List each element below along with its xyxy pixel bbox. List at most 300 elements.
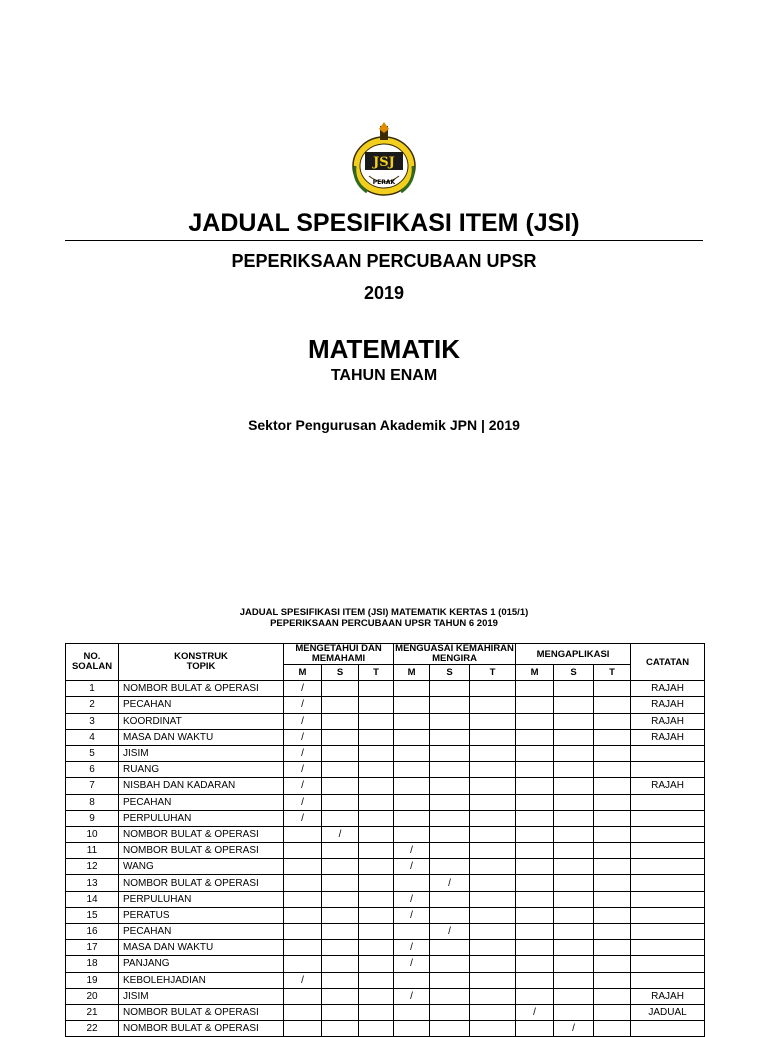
level-cell [554, 891, 594, 907]
level-cell [359, 891, 394, 907]
level-mark: / [284, 713, 322, 729]
level-cell [470, 794, 516, 810]
header-konstruk: KONSTRUK [174, 651, 228, 663]
level-cell [594, 940, 631, 956]
level-cell [594, 778, 631, 794]
level-cell [594, 924, 631, 940]
level-cell [322, 762, 359, 778]
topic-cell: PERATUS [119, 907, 284, 923]
level-mark: / [394, 843, 430, 859]
level-cell [430, 729, 470, 745]
table-row [66, 924, 705, 940]
level-mark: / [284, 745, 322, 761]
level-cell [516, 956, 554, 972]
level-cell [430, 1021, 470, 1037]
level-cell [394, 745, 430, 761]
level-mark: / [284, 762, 322, 778]
level-cell [516, 810, 554, 826]
level-cell [359, 794, 394, 810]
level-cell [594, 972, 631, 988]
level-cell [470, 891, 516, 907]
question-number: 6 [66, 762, 119, 778]
table-row [66, 956, 705, 972]
question-number: 18 [66, 956, 119, 972]
level-cell [470, 762, 516, 778]
header-no: NO. [83, 651, 101, 663]
catatan-cell [631, 891, 705, 907]
level-cell [516, 826, 554, 842]
level-cell [594, 875, 631, 891]
question-number: 8 [66, 794, 119, 810]
level-cell [470, 924, 516, 940]
table-row [66, 988, 705, 1004]
level-cell [322, 713, 359, 729]
level-cell [516, 1021, 554, 1037]
level-cell [470, 972, 516, 988]
logo-caption: PERAK [372, 179, 396, 186]
table-row [66, 729, 705, 745]
header-mengaplikasi: MENGAPLIKASI [516, 644, 631, 665]
level-cell [394, 1021, 430, 1037]
level-cell [594, 956, 631, 972]
table-row [66, 843, 705, 859]
catatan-cell [631, 810, 705, 826]
level-cell [554, 924, 594, 940]
level-cell [322, 778, 359, 794]
jsj-perak-logo [349, 122, 419, 198]
level-cell [430, 681, 470, 697]
level-cell [516, 778, 554, 794]
level-cell [394, 810, 430, 826]
level-cell [554, 810, 594, 826]
level-cell [516, 940, 554, 956]
level-cell [284, 875, 322, 891]
level-cell [322, 810, 359, 826]
level-cell [322, 956, 359, 972]
topic-cell: NOMBOR BULAT & OPERASI [119, 1021, 284, 1037]
level-cell [470, 778, 516, 794]
level-cell [394, 762, 430, 778]
question-number: 5 [66, 745, 119, 761]
level-cell [594, 810, 631, 826]
table-row [66, 907, 705, 923]
catatan-cell [631, 924, 705, 940]
level-cell [430, 713, 470, 729]
table-caption-line1: JADUAL SPESIFIKASI ITEM (JSI) MATEMATIK KERTAS 1 (015/1) [239, 607, 529, 618]
level-cell [470, 713, 516, 729]
level-cell [359, 745, 394, 761]
level-cell [516, 713, 554, 729]
level-cell [470, 810, 516, 826]
question-number: 12 [66, 859, 119, 875]
specification-table [65, 643, 705, 1037]
level-cell [554, 972, 594, 988]
level-cell [359, 859, 394, 875]
level-cell [516, 907, 554, 923]
level-cell [554, 681, 594, 697]
level-cell [284, 956, 322, 972]
topic-cell: NOMBOR BULAT & OPERASI [119, 843, 284, 859]
level-cell [359, 843, 394, 859]
level-cell [322, 940, 359, 956]
table-row [66, 826, 705, 842]
level-cell [430, 843, 470, 859]
question-number: 2 [66, 697, 119, 713]
level-mark: / [394, 907, 430, 923]
topic-cell: NISBAH DAN KADARAN [119, 778, 284, 794]
level-cell [430, 778, 470, 794]
level-cell [594, 745, 631, 761]
question-number: 13 [66, 875, 119, 891]
level-cell [516, 843, 554, 859]
level-cell [284, 907, 322, 923]
level-cell [554, 907, 594, 923]
level-cell [470, 907, 516, 923]
level-cell [430, 762, 470, 778]
table-row [66, 713, 705, 729]
level-cell [594, 697, 631, 713]
level-cell [594, 729, 631, 745]
topic-cell: NOMBOR BULAT & OPERASI [119, 1004, 284, 1020]
question-number: 4 [66, 729, 119, 745]
table-row [66, 1021, 705, 1037]
level-cell [359, 940, 394, 956]
level-cell [554, 875, 594, 891]
subheader-s-2: S [430, 665, 470, 681]
logo-text: JSJ [373, 155, 395, 170]
level-cell [430, 826, 470, 842]
level-cell [284, 826, 322, 842]
level-cell [516, 762, 554, 778]
level-cell [284, 891, 322, 907]
question-number: 7 [66, 778, 119, 794]
table-row [66, 972, 705, 988]
level-cell [322, 907, 359, 923]
level-cell [554, 794, 594, 810]
level-cell [554, 729, 594, 745]
table-row [66, 810, 705, 826]
level-cell [470, 988, 516, 1004]
level-cell [394, 1004, 430, 1020]
level-cell [594, 762, 631, 778]
level-cell [322, 875, 359, 891]
level-mark: / [394, 956, 430, 972]
level-cell [554, 826, 594, 842]
catatan-cell [631, 972, 705, 988]
table-row [66, 697, 705, 713]
level-cell [554, 762, 594, 778]
header-catatan: CATATAN [631, 644, 705, 681]
level-cell [322, 891, 359, 907]
header-soalan: SOALAN [71, 661, 113, 673]
topic-cell: PANJANG [119, 956, 284, 972]
catatan-cell: RAJAH [631, 681, 705, 697]
sector-line: Sektor Pengurusan Akademik JPN | 2019 [248, 417, 520, 433]
level-mark: / [516, 1004, 554, 1020]
question-number: 21 [66, 1004, 119, 1020]
catatan-cell [631, 1021, 705, 1037]
level-cell [322, 859, 359, 875]
level-mark: / [284, 729, 322, 745]
level-cell [554, 859, 594, 875]
topic-cell: KOORDINAT [119, 713, 284, 729]
level-cell [322, 1021, 359, 1037]
level-cell [394, 713, 430, 729]
level-cell [322, 972, 359, 988]
subheader-m-3: M [516, 665, 554, 681]
catatan-cell: RAJAH [631, 778, 705, 794]
level-cell [470, 859, 516, 875]
level-cell [554, 697, 594, 713]
level-cell [394, 794, 430, 810]
level-cell [594, 794, 631, 810]
question-number: 19 [66, 972, 119, 988]
level-cell [516, 859, 554, 875]
level-cell [359, 826, 394, 842]
subheader-m-1: M [284, 665, 322, 681]
level-cell [470, 1021, 516, 1037]
subheader-t-3: T [594, 665, 631, 681]
title-divider [65, 240, 703, 241]
question-number: 17 [66, 940, 119, 956]
level-cell [322, 729, 359, 745]
catatan-cell [631, 940, 705, 956]
level-cell [322, 794, 359, 810]
header-no-soalan [66, 644, 119, 681]
level-cell [594, 988, 631, 1004]
level-cell [284, 988, 322, 1004]
level-cell [359, 681, 394, 697]
catatan-cell [631, 907, 705, 923]
level-cell [554, 988, 594, 1004]
level-mark: / [430, 875, 470, 891]
level-mark: / [284, 810, 322, 826]
header-menguasai: MENGUASAI KEMAHIRAN MENGIRA [395, 643, 514, 664]
level-cell [430, 972, 470, 988]
level-cell [554, 713, 594, 729]
level-cell [322, 988, 359, 1004]
level-cell [516, 697, 554, 713]
question-number: 14 [66, 891, 119, 907]
level-cell [359, 1004, 394, 1020]
level-cell [359, 956, 394, 972]
level-mark: / [284, 972, 322, 988]
level-subtitle: TAHUN ENAM [330, 367, 438, 384]
level-cell [470, 940, 516, 956]
level-mark: / [430, 924, 470, 940]
question-number: 1 [66, 681, 119, 697]
catatan-cell: RAJAH [631, 988, 705, 1004]
question-number: 15 [66, 907, 119, 923]
level-cell [594, 826, 631, 842]
level-cell [554, 956, 594, 972]
level-cell [322, 681, 359, 697]
level-cell [359, 778, 394, 794]
table-row [66, 778, 705, 794]
topic-cell: PERPULUHAN [119, 891, 284, 907]
catatan-cell [631, 762, 705, 778]
level-cell [394, 875, 430, 891]
table-row [66, 794, 705, 810]
catatan-cell [631, 875, 705, 891]
catatan-cell: RAJAH [631, 697, 705, 713]
level-cell [394, 729, 430, 745]
level-cell [359, 713, 394, 729]
level-cell [594, 1004, 631, 1020]
level-cell [284, 1021, 322, 1037]
question-number: 3 [66, 713, 119, 729]
level-cell [394, 826, 430, 842]
level-cell [394, 972, 430, 988]
level-cell [430, 859, 470, 875]
table-row [66, 745, 705, 761]
level-cell [430, 891, 470, 907]
catatan-cell [631, 956, 705, 972]
level-cell [394, 924, 430, 940]
level-cell [516, 988, 554, 1004]
level-cell [594, 681, 631, 697]
topic-cell: NOMBOR BULAT & OPERASI [119, 681, 284, 697]
level-cell [594, 891, 631, 907]
topic-cell: NOMBOR BULAT & OPERASI [119, 826, 284, 842]
level-cell [394, 681, 430, 697]
level-cell [516, 972, 554, 988]
question-number: 11 [66, 843, 119, 859]
question-number: 20 [66, 988, 119, 1004]
level-cell [284, 1004, 322, 1020]
table-row [66, 891, 705, 907]
subheader-s-3: S [554, 665, 594, 681]
table-row [66, 859, 705, 875]
level-cell [359, 762, 394, 778]
level-cell [359, 924, 394, 940]
level-cell [470, 681, 516, 697]
header-mengetahui: MENGETAHUI DAN MEMAHAMI [284, 644, 394, 665]
level-cell [516, 681, 554, 697]
catatan-cell [631, 745, 705, 761]
table-row [66, 875, 705, 891]
level-cell [284, 940, 322, 956]
level-cell [516, 924, 554, 940]
table-row [66, 681, 705, 697]
level-cell [359, 729, 394, 745]
level-cell [359, 810, 394, 826]
subheader-t-1: T [359, 665, 394, 681]
topic-cell: JISIM [119, 745, 284, 761]
level-cell [430, 745, 470, 761]
level-cell [430, 1004, 470, 1020]
level-cell [359, 972, 394, 988]
level-cell [554, 940, 594, 956]
level-cell [284, 924, 322, 940]
subheader-t-2: T [470, 665, 516, 681]
catatan-cell [631, 843, 705, 859]
level-cell [594, 907, 631, 923]
level-cell [554, 843, 594, 859]
catatan-cell: RAJAH [631, 729, 705, 745]
question-number: 16 [66, 924, 119, 940]
level-cell [322, 843, 359, 859]
level-cell [516, 794, 554, 810]
level-cell [470, 843, 516, 859]
topic-cell: WANG [119, 859, 284, 875]
level-mark: / [284, 778, 322, 794]
topic-cell: MASA DAN WAKTU [119, 729, 284, 745]
level-cell [594, 843, 631, 859]
level-cell [359, 988, 394, 1004]
topic-cell: PERPULUHAN [119, 810, 284, 826]
level-cell [394, 778, 430, 794]
table-row [66, 1004, 705, 1020]
catatan-cell: RAJAH [631, 713, 705, 729]
level-cell [470, 1004, 516, 1020]
question-number: 9 [66, 810, 119, 826]
level-cell [322, 1004, 359, 1020]
level-cell [430, 810, 470, 826]
topic-cell: JISIM [119, 988, 284, 1004]
topic-cell: NOMBOR BULAT & OPERASI [119, 875, 284, 891]
table-row [66, 762, 705, 778]
level-cell [594, 1021, 631, 1037]
catatan-cell [631, 859, 705, 875]
level-cell [359, 907, 394, 923]
catatan-cell [631, 826, 705, 842]
level-mark: / [394, 859, 430, 875]
level-mark: / [284, 697, 322, 713]
topic-cell: RUANG [119, 762, 284, 778]
level-cell [430, 794, 470, 810]
exam-name: PEPERIKSAAN PERCUBAAN UPSR [231, 251, 537, 271]
level-cell [516, 891, 554, 907]
level-mark: / [394, 940, 430, 956]
topic-cell: PECAHAN [119, 794, 284, 810]
catatan-cell [631, 794, 705, 810]
topic-cell: KEBOLEHJADIAN [119, 972, 284, 988]
catatan-cell: JADUAL [631, 1004, 705, 1020]
level-cell [594, 713, 631, 729]
topic-cell: MASA DAN WAKTU [119, 940, 284, 956]
level-mark: / [322, 826, 359, 842]
level-cell [284, 843, 322, 859]
exam-year: 2019 [363, 283, 405, 303]
topic-cell: PECAHAN [119, 924, 284, 940]
level-cell [554, 1004, 594, 1020]
level-mark: / [284, 794, 322, 810]
level-mark: / [394, 891, 430, 907]
level-cell [554, 745, 594, 761]
level-cell [516, 729, 554, 745]
level-cell [470, 745, 516, 761]
level-cell [359, 875, 394, 891]
level-cell [516, 875, 554, 891]
level-cell [322, 745, 359, 761]
level-cell [516, 745, 554, 761]
header-topik: TOPIK [186, 661, 216, 673]
subheader-m-2: M [394, 665, 430, 681]
level-cell [284, 859, 322, 875]
level-cell [359, 697, 394, 713]
subheader-s-1: S [322, 665, 359, 681]
level-cell [322, 924, 359, 940]
level-cell [554, 778, 594, 794]
level-cell [470, 697, 516, 713]
level-cell [430, 988, 470, 1004]
level-cell [430, 940, 470, 956]
level-cell [322, 697, 359, 713]
level-cell [594, 859, 631, 875]
level-cell [470, 875, 516, 891]
level-cell [430, 697, 470, 713]
